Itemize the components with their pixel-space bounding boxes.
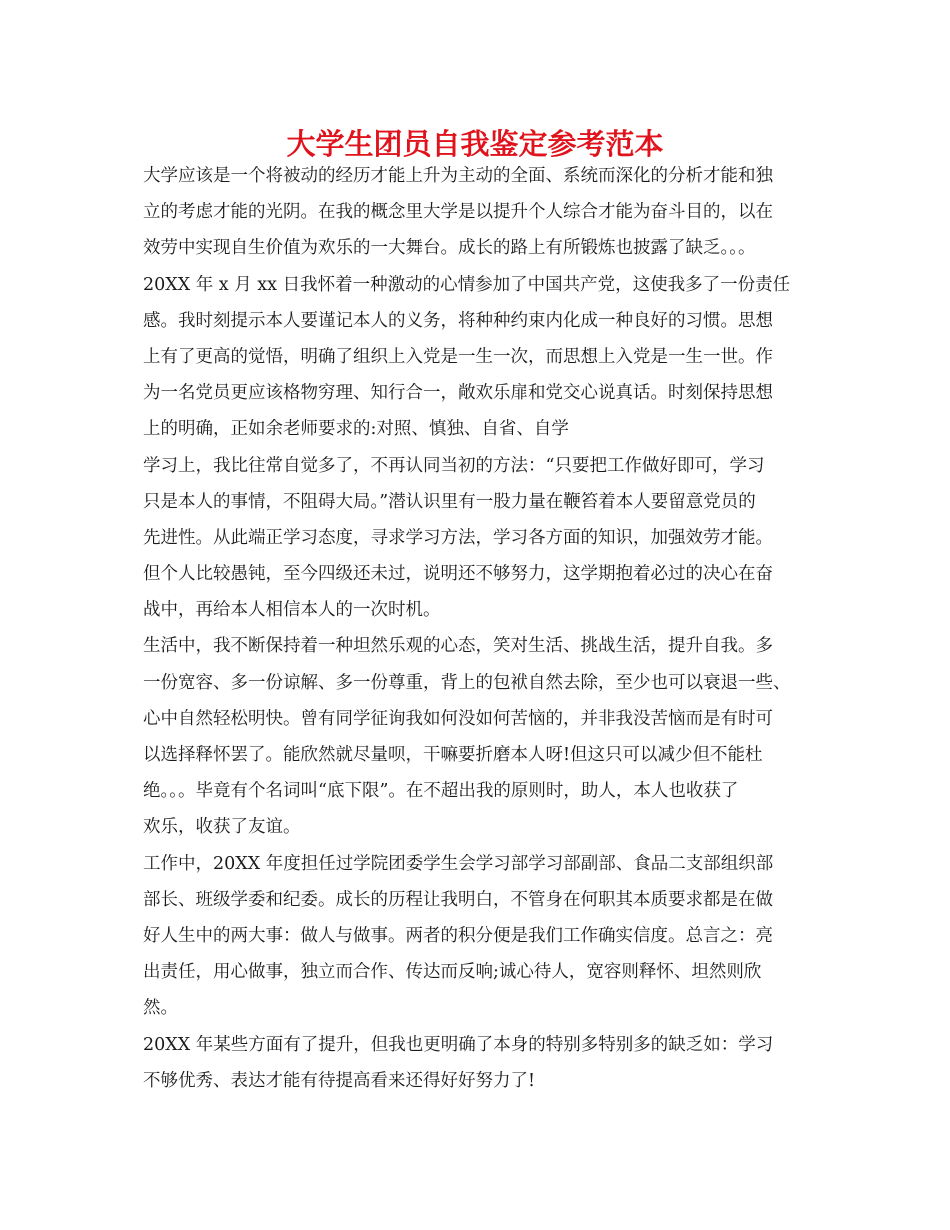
body-text-line: 好人生中的两大事：做人与做事。两者的积分便是我们工作确实信度。总言之：亮 xyxy=(143,925,773,946)
body-text-line: 大学应该是一个将被动的经历才能上升为主动的全面、系统而深化的分析才能和独 xyxy=(143,166,773,186)
body-text-line: 感。我时刻提示本人要谨记本人的义务，将种种约束内化成一种良好的习惯。思想 xyxy=(143,310,773,331)
body-text-line: 然。 xyxy=(143,998,178,1019)
document-title: 大学生团员自我鉴定参考范本 xyxy=(286,127,664,161)
body-text-line: 上的明确，正如余老师要求的:对照、慎独、自省、自学 xyxy=(143,419,569,440)
body-text-line: 效劳中实现自生价值为欢乐的一大舞台。成长的路上有所锻炼也披露了缺乏。。。 xyxy=(143,238,756,259)
document-body xyxy=(143,158,833,1099)
body-text-line: 心中自然轻松明快。曾有同学征询我如何没如何苦恼的，并非我没苦恼而是有时可 xyxy=(143,708,773,729)
body-text-line: 部长、班级学委和纪委。成长的历程让我明白，不管身在何职其本质要求都是在做 xyxy=(143,889,773,910)
body-text-line: 以选择释怀罢了。能欣然就尽量呗，干嘛要折磨本人呀!但这只可以减少但不能杜 xyxy=(143,745,763,765)
body-text-line: 20XX 年 x 月 xx 日我怀着一种激动的心情参加了中国共产党，这使我多了一份责任 xyxy=(143,274,791,295)
body-text-line: 为一名党员更应该格物穷理、知行合一，敞欢乐扉和党交心说真话。时刻保持思想 xyxy=(143,383,773,404)
body-text-line: 战中，再给本人相信本人的一次时机。 xyxy=(143,600,441,621)
body-text-line: 绝。。。毕竟有个名词叫“底下限”。在不超出我的原则时，助人，本人也收获了 xyxy=(143,781,739,802)
body-text-line: 学习上，我比往常自觉多了，不再认同当初的方法：“只要把工作做好即可，学习 xyxy=(143,455,765,476)
body-text-line: 生活中，我不断保持着一种坦然乐观的心态，笑对生活、挑战生活，提升自我。多 xyxy=(143,636,773,657)
body-text-line: 但个人比较愚钝，至今四级还未过，说明还不够努力，这学期抱着必过的决心在奋 xyxy=(143,564,773,585)
body-text-line: 立的考虑才能的光阴。在我的概念里大学是以提升个人综合才能为奋斗目的，以在 xyxy=(143,202,773,223)
body-text-line: 只是本人的事情，不阻碍大局。”潜认识里有一股力量在鞭笞着本人要留意党员的 xyxy=(143,491,756,512)
body-text-line: 欢乐，收获了友谊。 xyxy=(143,817,301,838)
body-text-line: 不够优秀、表达才能有待提高看来还得好好努力了! xyxy=(143,1070,536,1091)
body-text-line: 工作中，20XX 年度担任过学院团委学生会学习部学习部副部、食品二支部组织部 xyxy=(143,853,774,874)
body-text-line: 上有了更高的觉悟，明确了组织上入党是一生一次，而思想上入党是一生一世。作 xyxy=(143,346,773,367)
body-text-line: 一份宽容、多一份谅解、多一份尊重，背上的包袱自然去除，至少也可以衰退一些、 xyxy=(143,672,791,693)
body-text-line: 先进性。从此端正学习态度，寻求学习方法，学习各方面的知识，加强效劳才能。 xyxy=(143,527,773,548)
body-text-line: 出责任，用心做事，独立而合作、传达而反响;诚心待人，宽容则释怀、坦然则欣 xyxy=(143,962,762,983)
body-text-line: 20XX 年某些方面有了提升，但我也更明确了本身的特别多特别多的缺乏如：学习 xyxy=(143,1034,774,1055)
